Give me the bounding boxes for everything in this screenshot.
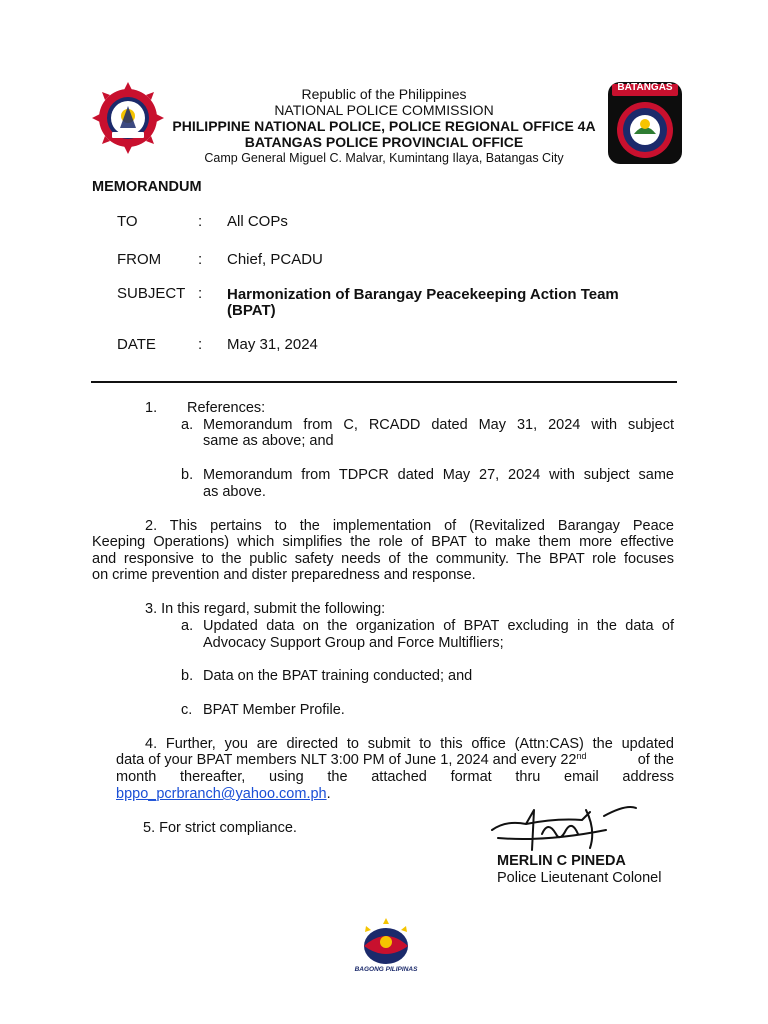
memo-title: MEMORANDUM <box>92 179 202 195</box>
from-value: Chief, PCADU <box>227 251 323 268</box>
p4-line-2-text: data of your BPAT members NLT 3:00 PM of June 1, 2024 and every 22 <box>116 752 577 768</box>
sub-a-marker: a. <box>181 618 194 634</box>
subject-line-1: Harmonization of Barangay Peacekeeping Action Team <box>227 286 619 303</box>
header-pnp-pro4a: PHILIPPINE NATIONAL POLICE, POLICE REGIONAL OFFICE 4A <box>172 118 596 134</box>
subject-colon: : <box>198 285 203 302</box>
p4-line-1: 4. Further, you are directed to submit to this office (Attn:CAS) the updated <box>145 736 674 752</box>
sub-c-line-1: BPAT Member Profile. <box>203 702 345 718</box>
p4-line-4 <box>116 786 331 803</box>
p5-line-1: 5. For strict compliance. <box>143 820 297 836</box>
subject-label: SUBJECT <box>117 285 186 302</box>
p4-line-2 <box>116 752 674 769</box>
date-label: DATE <box>117 336 156 353</box>
from-colon: : <box>198 251 203 268</box>
date-colon: : <box>198 336 203 353</box>
handwritten-signature <box>486 790 646 860</box>
sub-a-line-2: Advocacy Support Group and Force Multifliers; <box>203 635 504 651</box>
header-napolcom: NATIONAL POLICE COMMISSION <box>274 102 494 118</box>
header-republic: Republic of the Philippines <box>301 86 467 102</box>
ref-a-marker: a. <box>181 417 194 433</box>
ref-b-line-2: as above. <box>203 484 266 500</box>
bagong-pilipinas-logo <box>352 918 420 970</box>
p1-title: References: <box>187 400 266 416</box>
p2-line-2: Keeping Operations) which simplifies the role of BPAT to make them more effective <box>92 534 674 550</box>
header-address: Camp General Miguel C. Malvar, Kumintang Ilaya, Batangas City <box>204 151 564 165</box>
to-value: All COPs <box>227 213 288 230</box>
p2-line-1: 2. This pertains to the implementation of (Revitalized Barangay Peace <box>145 518 674 534</box>
p2-line-3: and responsive to the public safety needs of the community. The BPAT role focuses <box>92 551 674 567</box>
ref-b-marker: b. <box>181 467 194 483</box>
right-seal-banner-text: BATANGAS <box>617 82 673 93</box>
sub-b-marker: b. <box>181 668 194 684</box>
p4-line-2-start <box>116 752 587 769</box>
email-link[interactable]: bppo_pcrbranch@yahoo.com.ph <box>116 786 327 802</box>
subject-line-2: (BPAT) <box>227 302 276 319</box>
p1-number: 1. <box>145 400 158 416</box>
p4-period: . <box>326 786 331 802</box>
p4-line-2-end: of the <box>633 752 674 768</box>
date-value: May 31, 2024 <box>227 336 318 353</box>
from-label: FROM <box>117 251 162 268</box>
ref-b-line-1: Memorandum from TDPCR dated May 27, 2024 with subject same <box>203 467 674 483</box>
p4-ordinal-suffix: nd <box>576 751 587 761</box>
sub-c-marker: c. <box>181 702 193 718</box>
to-colon: : <box>198 213 203 230</box>
p4-line-3: month thereafter, using the attached format thru email address <box>116 769 674 785</box>
header-batangas-ppo: BATANGAS POLICE PROVINCIAL OFFICE <box>244 134 524 150</box>
header-divider <box>91 381 677 383</box>
bagong-pilipinas-text: BAGONG PILIPINAS <box>354 966 418 973</box>
p2-line-4: on crime prevention and dister preparedness and response. <box>92 567 476 583</box>
sub-a-line-1: Updated data on the organization of BPAT excluding in the data of <box>203 618 674 634</box>
p3-line-1: 3. In this regard, submit the following: <box>145 601 386 617</box>
signatory-rank: Police Lieutenant Colonel <box>497 870 662 886</box>
ref-a-line-2: same as above; and <box>203 433 334 449</box>
signatory-name: MERLIN C PINEDA <box>497 853 626 869</box>
ref-a-line-1: Memorandum from C, RCADD dated May 31, 2024 with subject <box>203 417 674 433</box>
sub-b-line-1: Data on the BPAT training conducted; and <box>203 668 473 684</box>
to-label: TO <box>117 213 138 230</box>
